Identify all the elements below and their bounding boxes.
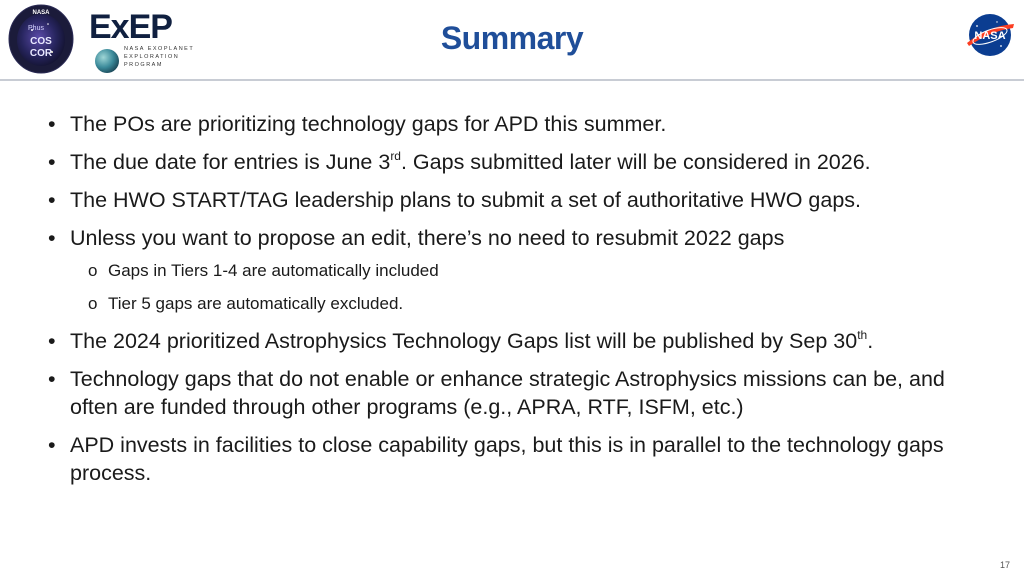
bullet-item: [48, 186, 988, 214]
cosmos-logo-top: NASA: [32, 10, 50, 16]
bullet-text: Unless you want to propose an edit, there’s no need to resubmit 2022 gaps: [70, 226, 785, 250]
bullet-glyph: •: [48, 188, 56, 212]
bullet-glyph: •: [48, 226, 56, 250]
bullet-item: [48, 224, 988, 252]
bullet-item: [48, 365, 988, 421]
header-divider: [0, 79, 1024, 81]
sub-bullet-text: Tier 5 gaps are automatically excluded.: [108, 294, 404, 313]
bullet-text: The HWO START/TAG leadership plans to submit a set of authoritative HWO gaps.: [70, 188, 862, 212]
nasa-logo-text: NASA: [974, 30, 1006, 42]
exep-wordmark: ExEP: [89, 8, 172, 46]
bullet-text: The 2024 prioritized Astrophysics Technology Gaps list will be published by Sep 30th.: [70, 328, 874, 353]
svg-text:COR: COR: [29, 48, 53, 59]
sub-bullet-glyph: o: [88, 294, 98, 313]
bullet-item: [48, 110, 988, 138]
sub-bullet-text: Gaps in Tiers 1-4 are automatically included: [108, 261, 439, 280]
slide-header: [0, 0, 1024, 80]
bullet-glyph: •: [48, 329, 56, 353]
sub-bullet-glyph: o: [88, 261, 98, 280]
bullet-list: [48, 110, 988, 497]
svg-text:Phus: Phus: [28, 25, 44, 32]
bullet-glyph: •: [48, 433, 56, 457]
nasa-meatball-logo: [963, 12, 1017, 58]
sub-bullet-item: [48, 260, 988, 282]
slide-title: Summary: [440, 20, 584, 56]
bullet-item: [48, 148, 988, 176]
sub-bullet-item: [48, 293, 988, 315]
bullet-glyph: •: [48, 367, 56, 391]
bullet-item: [48, 431, 988, 487]
exep-subtitle: NASA EXOPLANET EXPLORATION PROGRAM: [124, 46, 195, 68]
slide-number: 17: [999, 560, 1010, 570]
bullet-text: The POs are prioritizing technology gaps for APD this summer.: [70, 112, 667, 136]
bullet-text: APD invests in facilities to close capability gaps, but this is in parallel to the technology gaps process.: [70, 433, 944, 485]
bullet-text: Technology gaps that do not enable or enhance strategic Astrophysics missions can be, and often are funded through other programs (e.g., APRA, RTF, ISFM, etc.): [70, 367, 945, 419]
bullet-glyph: •: [48, 112, 56, 136]
svg-text:COS: COS: [30, 36, 52, 47]
bullet-item: [48, 327, 988, 355]
bullet-glyph: •: [48, 150, 56, 174]
bullet-text: The due date for entries is June 3rd. Gaps submitted later will be considered in 2026.: [70, 149, 871, 174]
